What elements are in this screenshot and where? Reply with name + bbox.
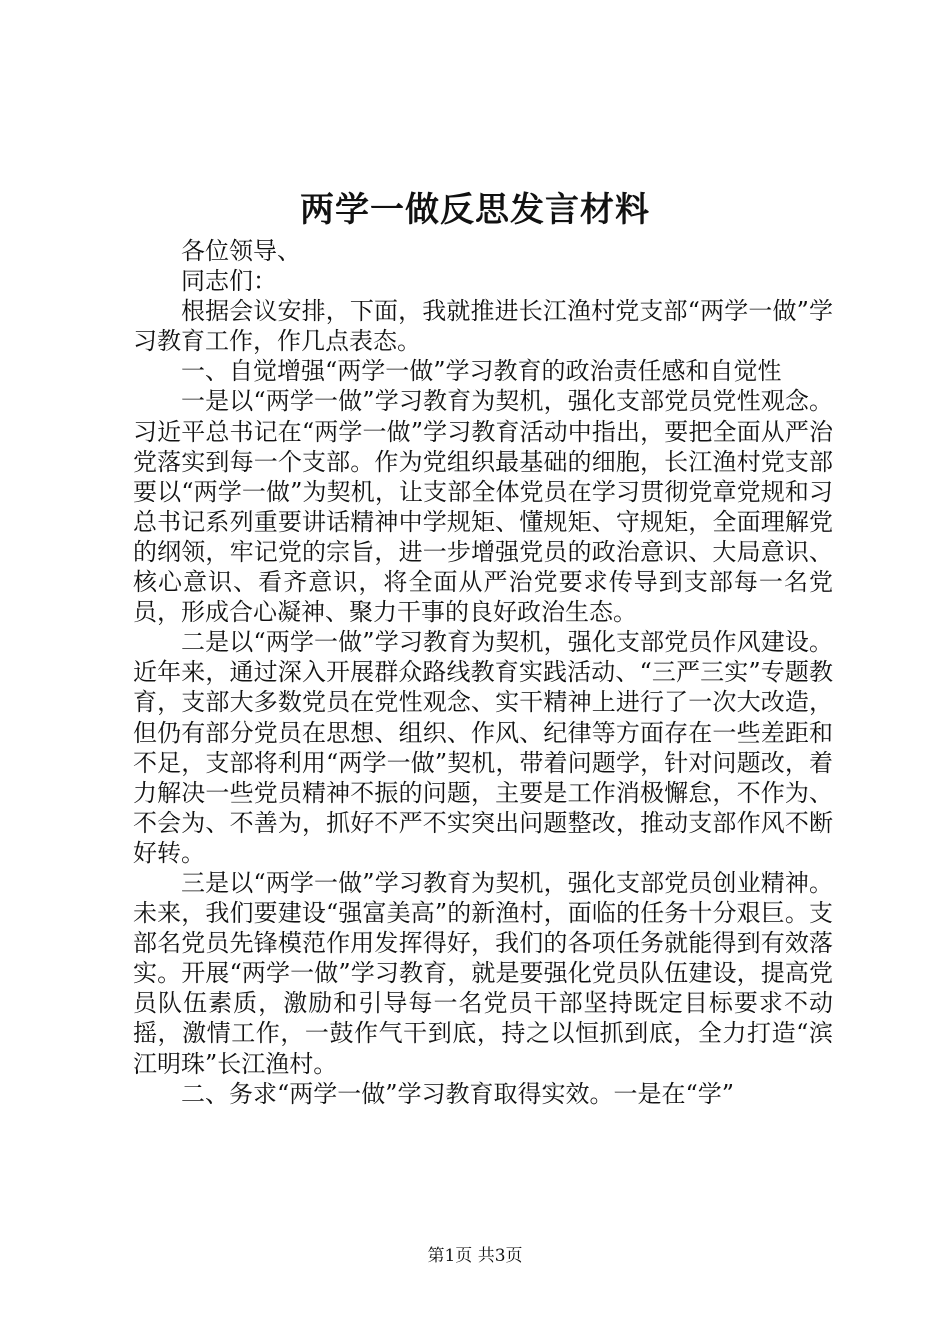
section-heading-2: 二、务求“两学一做”学习教育取得实效。一是在“学” <box>181 1079 735 1108</box>
body-paragraph-1: 一是以“两学一做”学习教育为契机，强化支部党员党性观念。习近平总书记在“两学一做”学习教育活动中指出，要把全面从严治党落实到每一个支部。作为党组织最基础的细胞，长江渔村党支部要以“两学一做”为契机，让支部全体党员在学习贯彻党章党规和习总书记系列重要讲话精神中学规矩、懂规矩、守规矩，全面理解党的纲领，牢记党的宗旨，进一步增强党员的政治意识、大局意识、核心意识、看齐意识，将全面从严治党要求传导到支部每一名党员，形成合心凝神、聚力干事的良好政治生态。 <box>133 387 833 627</box>
body-paragraph-2: 二是以“两学一做”学习教育为契机，强化支部党员作风建设。近年来，通过深入开展群众路线教育实践活动、“三严三实”专题教育，支部大多数党员在党性观念、实干精神上进行了一次大改造，但仍有部分党员在思想、组织、作风、纪律等方面存在一些差距和不足，支部将利用“两学一做”契机，带着问题学，针对问题改，着力解决一些党员精神不振的问题，主要是工作消极懈怠，不作为、不会为、不善为，抓好不严不实突出问题整改，推动支部作风不断好转。 <box>133 628 833 867</box>
salutation-comrades: 同志们： <box>181 267 277 296</box>
salutation-leaders: 各位领导、 <box>181 237 301 265</box>
document-body <box>133 236 833 1109</box>
section-heading-1: 一、自觉增强“两学一做”学习教育的政治责任感和自觉性 <box>181 357 782 386</box>
intro-paragraph: 根据会议安排，下面，我就推进长江渔村党支部“两学一做”学习教育工作，作几点表态。 <box>133 297 833 356</box>
body-paragraph-3: 三是以“两学一做”学习教育为契机，强化支部党员创业精神。未来，我们要建设“强富美高”的新渔村，面临的任务十分艰巨。支部名党员先锋模范作用发挥得好，我们的各项任务就能得到有效落实。开展“两学一做”学习教育，就是要强化党员队伍建设，提高党员队伍素质，激励和引导每一名党员干部坚持既定目标要求不动摇，激情工作，一鼓作气干到底，持之以恒抓到底，全力打造“滨江明珠”长江渔村。 <box>133 868 833 1078</box>
document-title: 两学一做反思发言材料 <box>300 190 650 230</box>
page-number-footer: 第1页 共3页 <box>427 1246 523 1266</box>
